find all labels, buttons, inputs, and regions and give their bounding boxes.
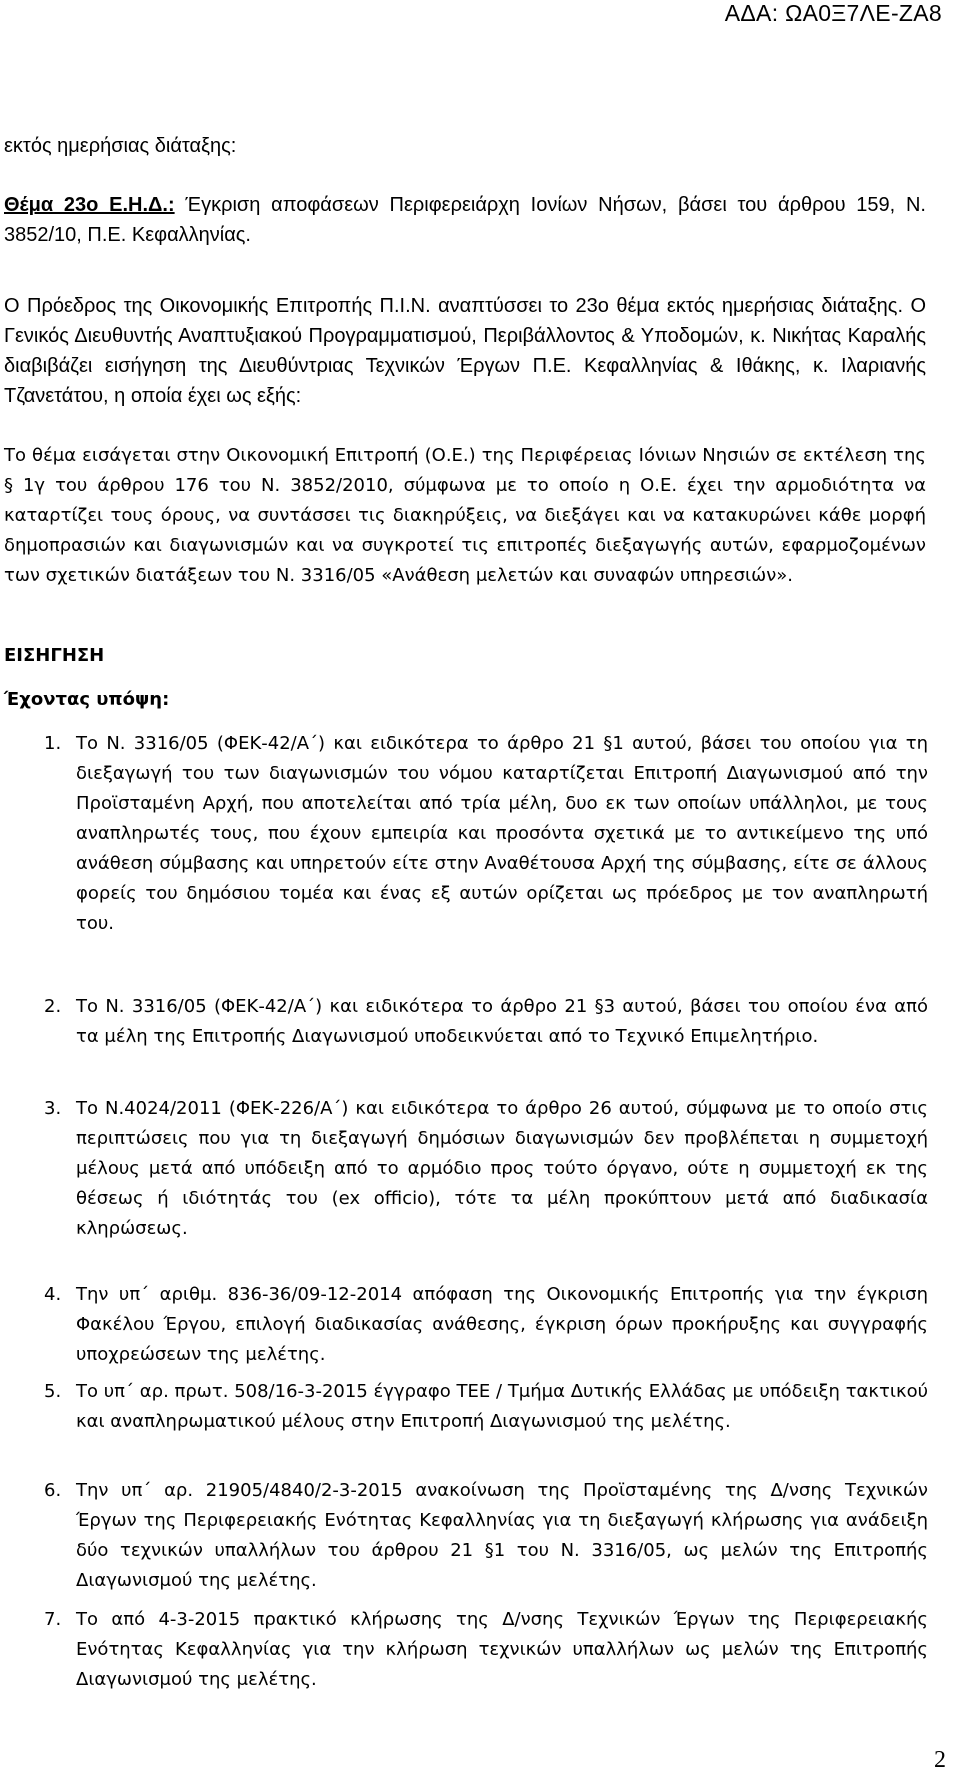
list-item-number: 3.: [44, 1098, 62, 1119]
subject-block: [4, 190, 926, 250]
list-item-number: 5.: [44, 1381, 62, 1402]
list-item-text: Την υπ΄ αριθμ. 836-36/09-12-2014 απόφαση της Οικονομικής Επιτροπής για την έγκριση Φακέλου Έργου, επιλογή διαδικασίας ανάθεσης, έγκριση όρων προκήρυξης και συγγραφής υποχρεώσεων της μελέτης.: [76, 1284, 928, 1365]
intro-line: εκτός ημερήσιας διάταξης:: [4, 135, 237, 157]
list-item-text: Το Ν. 3316/05 (ΦΕΚ-42/Α΄) και ειδικότερα το άρθρο 21 §3 αυτού, βάσει του οποίου ένα από τα μέλη της Επιτροπής Διαγωνισμού υποδεικνύεται από το Τεχνικό Επιμελητήριο.: [76, 996, 928, 1047]
list-item-number: 1.: [44, 733, 62, 754]
paragraph-scope: Το θέμα εισάγεται στην Οικονομική Επιτροπή (Ο.Ε.) της Περιφέρειας Ιόνιων Νησιών σε εκτέλεση της § 1γ του άρθρου 176 του Ν. 3852/2010, σύμφωνα με το οποίο η Ο.Ε. έχει την αρμοδιότητα να καταρτίζει τους όρους, να συντάσσει τις διακηρύξεις, να διεξάγει και να κατακυρώνει κάθε μορφή δημοπρασιών και διαγωνισμών και να συγκροτεί τις επιτροπές διεξαγωγής αυτών, εφαρμοζομένων των σχετικών διατάξεων του Ν. 3316/05 «Ανάθεση μελετών και συναφών υπηρεσιών».: [4, 445, 926, 586]
list-item-text: Το Ν. 3316/05 (ΦΕΚ-42/Α΄) και ειδικότερα το άρθρο 21 §1 αυτού, βάσει του οποίου για τη διεξαγωγή του των διαγωνισμών του νόμου καταρτίζεται Επιτροπή Διαγωνισμού από την Προϊσταμένη Αρχή, που αποτελείται από τρία μέλη, δυο εκ των οποίων υπάλληλοι, με τους αναπληρωτές τους, που έχουν εμπειρία και προσόντα σχετικά με το αντικείμενο της υπό ανάθεση σύμβασης και υπηρετούν είτε στην Αναθέτουσα Αρχή της σύμβασης, είτε σε άλλους φορείς του δημόσιου τομέα και ένας εξ αυτών ορίζεται ως πρόεδρος με τον αναπληρωτή του.: [76, 733, 928, 934]
list-item-number: 2.: [44, 996, 62, 1017]
paragraph-intro: Ο Πρόεδρος της Οικονομικής Επιτροπής Π.Ι.Ν. αναπτύσσει το 23ο θέμα εκτός ημερήσιας διάταξης. Ο Γενικός Διευθυντής Αναπτυξιακού Προγραμματισμού, Περιβάλλοντος & Υποδομών, κ. Νικήτας Καραλής διαβιβάζει εισήγηση της Διευθύντριας Τεχνικών Έργων Π.Ε. Κεφαλληνίας & Ιθάκης, κ. Ιλαριανής Τζανετάτου, η οποία έχει ως εξής:: [4, 295, 926, 407]
heading-eisigisi: ΕΙΣΗΓΗΣΗ: [4, 645, 105, 666]
subject-label: Θέμα 23ο Ε.Η.Δ.:: [4, 194, 175, 216]
list-item-text: Το από 4-3-2015 πρακτικό κλήρωσης της Δ/νσης Τεχνικών Έργων της Περιφερειακής Ενότητας Κεφαλληνίας για την κλήρωση τεχνικών υπαλλήλων ως μελών της Επιτροπής Διαγωνισμού της μελέτης.: [76, 1609, 928, 1690]
list-item-text: Το υπ΄ αρ. πρωτ. 508/16-3-2015 έγγραφο ΤΕΕ / Τμήμα Δυτικής Ελλάδας με υπόδειξη τακτικού και αναπληρωματικού μέλους στην Επιτροπή Διαγωνισμού της μελέτης.: [76, 1381, 928, 1432]
list-item-number: 7.: [44, 1609, 62, 1630]
ada-code: ΑΔΑ: ΩΑ0Ξ7ΛΕ-ΖΑ8: [724, 0, 942, 26]
page-number: 2: [934, 1747, 946, 1773]
heading-exontas: Έχοντας υπόψη:: [4, 689, 170, 710]
list-item-number: 4.: [44, 1284, 62, 1305]
list-item-text: Την υπ΄ αρ. 21905/4840/2-3-2015 ανακοίνωση της Προϊσταμένης της Δ/νσης Τεχνικών Έργων της Περιφερειακής Ενότητας Κεφαλληνίας για τη διεξαγωγή κλήρωσης για ανάδειξη δύο τεχνικών υπαλλήλων του άρθρου 21 §1 του Ν. 3316/05, ως μελών της Επιτροπής Διαγωνισμού της μελέτης.: [76, 1480, 928, 1591]
list-item-text: Το Ν.4024/2011 (ΦΕΚ-226/Α΄) και ειδικότερα το άρθρο 26 αυτού, σύμφωνα με το οποίο στις περιπτώσεις που για τη διεξαγωγή δημόσιων διαγωνισμών δεν προβλέπεται η συμμετοχή μέλους μετά από υπόδειξη από το αρμόδιο προς τούτο όργανο, ούτε η συμμετοχή εκ της θέσεως ή ιδιότητάς του (ex officio), τότε τα μέλη προκύπτουν μετά από διαδικασία κληρώσεως.: [76, 1098, 928, 1239]
subject-text: Έγκριση αποφάσεων Περιφερειάρχη Ιονίων Νήσων, βάσει του άρθρου 159, Ν. 3852/10, Π.Ε. Κεφαλληνίας.: [4, 194, 926, 246]
list-item-number: 6.: [44, 1480, 62, 1501]
